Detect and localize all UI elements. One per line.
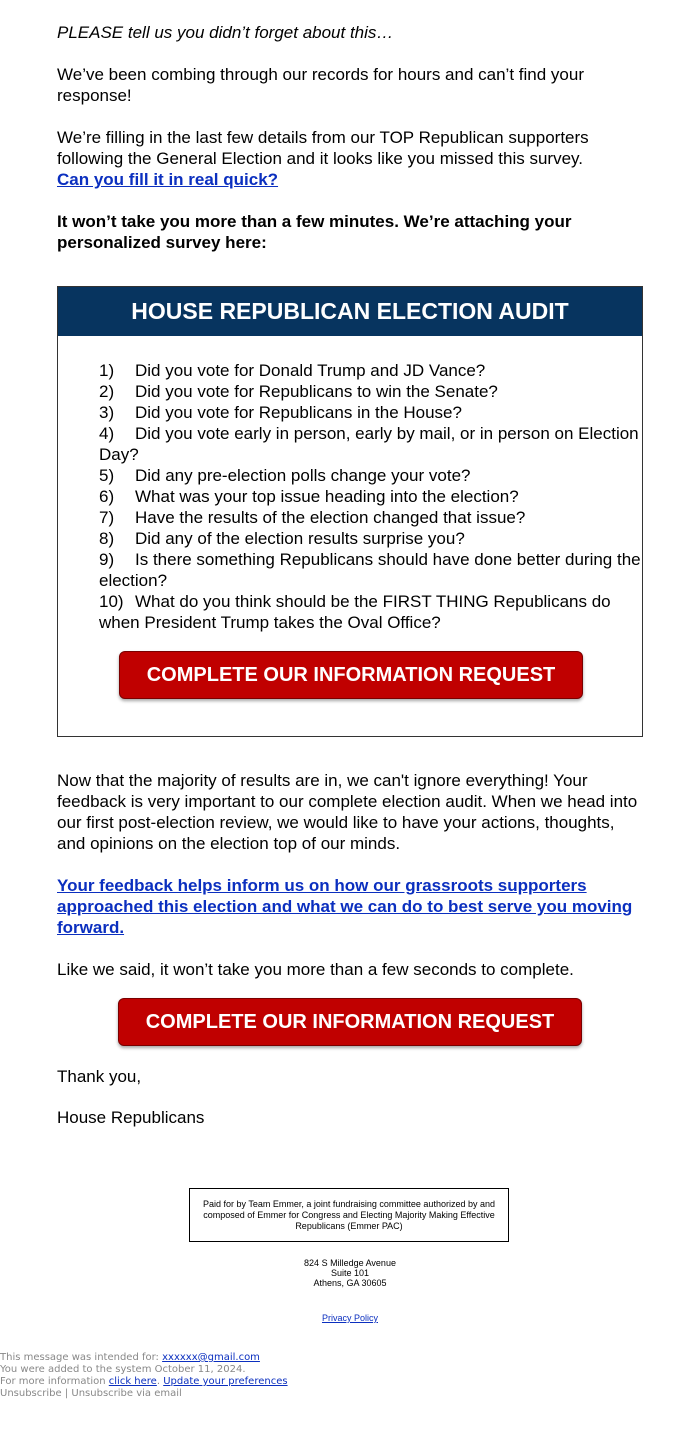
paid-for-disclaimer: Paid for by Team Emmer, a joint fundraising committee authorized by and composed of Emmer for Congress and Electing Majority Making Effective Republicans (Emmer PAC) — [189, 1188, 509, 1242]
survey-question — [99, 591, 644, 633]
question-list — [99, 360, 644, 633]
question-number: 2) — [99, 382, 115, 401]
address-line-1: 824 S Milledge Avenue — [304, 1258, 396, 1268]
question-number: 7) — [99, 508, 115, 527]
footer-added-line: You were added to the system October 11, 2024. — [0, 1364, 246, 1375]
question-number: 4) — [99, 424, 115, 443]
footer-separator: . — [156, 1376, 164, 1387]
feedback-link[interactable]: Your feedback helps inform us on how our grassroots supporters approached this election and what we can do to best serve you moving forward. — [57, 876, 633, 937]
unsubscribe-link[interactable]: Unsubscribe — [0, 1388, 62, 1399]
question-text: Did you vote for Republicans in the House? — [135, 403, 462, 422]
question-text: Did any pre-election polls change your vote? — [135, 466, 471, 485]
question-number: 3) — [99, 403, 115, 422]
survey-question — [99, 402, 644, 423]
question-text: What do you think should be the FIRST THING Republicans do when President Trump takes the Oval Office? — [99, 592, 611, 632]
address-line-2: Suite 101 — [330, 1268, 370, 1278]
question-text: Is there something Republicans should have done better during the election? — [99, 550, 641, 590]
question-number: 9) — [99, 550, 115, 569]
survey-question — [99, 486, 644, 507]
survey-question — [99, 465, 644, 486]
question-text: Did you vote for Donald Trump and JD Vance? — [135, 361, 486, 380]
survey-question — [99, 423, 644, 465]
intro-line-2: We’ve been combing through our records for hours and can’t find your response! — [57, 65, 584, 105]
footer-pipe: | — [61, 1388, 72, 1399]
recipient-email-link[interactable]: xxxxxx@gmail.com — [162, 1352, 260, 1363]
question-number: 5) — [99, 466, 115, 485]
intro-line-3-text: We’re filling in the last few details from our TOP Republican supporters following the General Election and it looks like you missed this survey. — [57, 128, 589, 168]
address-line-3: Athens, GA 30605 — [313, 1278, 387, 1288]
click-here-link[interactable]: click here — [108, 1376, 157, 1387]
privacy-section — [0, 1313, 700, 1323]
question-number: 6) — [99, 487, 115, 506]
intro-line-3 — [57, 127, 643, 190]
footer-unsubscribe-line — [0, 1388, 288, 1400]
body-paragraph-1: Now that the majority of results are in, we can't ignore everything! Your feedback is very important to our complete election audit. When we head into our first post-election review, we would like to have your actions, thoughts, and opinions on the election top of our minds. — [57, 771, 638, 853]
question-text: Did you vote for Republicans to win the Senate? — [135, 382, 498, 401]
intro-line-1: PLEASE tell us you didn’t forget about this… — [57, 23, 394, 42]
question-text: Did any of the election results surprise you? — [135, 529, 465, 548]
question-text: Have the results of the election changed that issue? — [135, 508, 526, 527]
body-paragraph-2: Like we said, it won’t take you more than a few seconds to complete. — [57, 960, 574, 979]
complete-request-button-bottom[interactable]: COMPLETE OUR INFORMATION REQUEST — [118, 998, 582, 1046]
question-number: 1) — [99, 361, 115, 380]
survey-question — [99, 507, 644, 528]
survey-title: HOUSE REPUBLICAN ELECTION AUDIT — [58, 287, 642, 336]
email-footer — [0, 1352, 288, 1400]
fill-in-link[interactable]: Can you fill it in real quick? — [57, 170, 279, 189]
privacy-policy-link[interactable]: Privacy Policy — [321, 1313, 378, 1323]
unsubscribe-via-email-link[interactable]: Unsubscribe via email — [71, 1388, 182, 1399]
mailing-address — [0, 1258, 700, 1288]
body-link-paragraph — [57, 875, 643, 938]
survey-question — [99, 549, 644, 591]
survey-question — [99, 528, 644, 549]
question-number: 10) — [99, 592, 124, 611]
footer-intended-label: This message was intended for: — [0, 1352, 163, 1363]
complete-request-button-top[interactable]: COMPLETE OUR INFORMATION REQUEST — [119, 651, 583, 699]
footer-info-label: For more information — [0, 1376, 109, 1387]
question-text: Did you vote early in person, early by mail, or in person on Election Day? — [99, 424, 639, 464]
question-text: What was your top issue heading into the election? — [135, 487, 519, 506]
signature: House Republicans — [57, 1108, 205, 1127]
thanks-line: Thank you, — [57, 1067, 142, 1086]
footer-intended-line — [0, 1352, 288, 1364]
update-preferences-link[interactable]: Update your preferences — [163, 1376, 288, 1387]
survey-box — [57, 286, 643, 737]
survey-question — [99, 381, 644, 402]
footer-info-line — [0, 1376, 288, 1388]
intro-bold-line: It won’t take you more than a few minutes. We’re attaching your personalized survey here: — [57, 212, 572, 252]
survey-question — [99, 360, 644, 381]
question-number: 8) — [99, 529, 115, 548]
